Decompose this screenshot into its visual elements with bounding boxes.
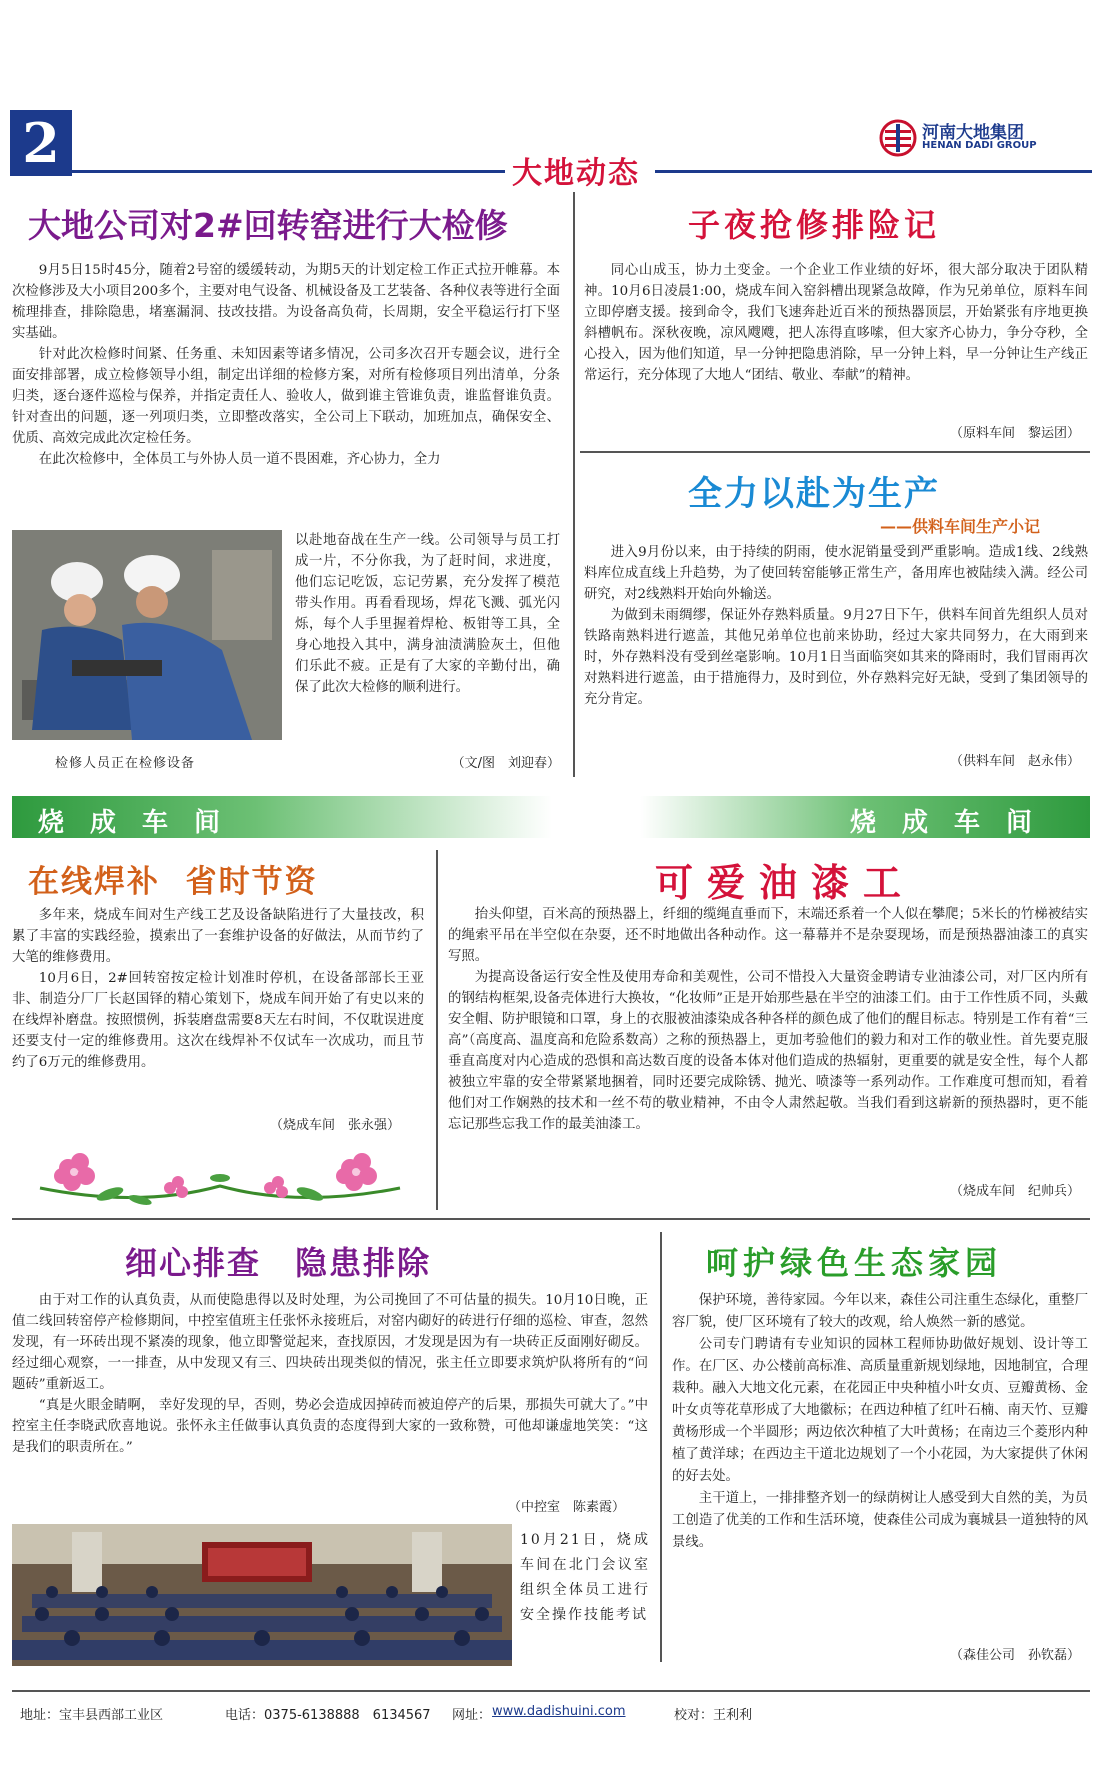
logo-mark-icon — [878, 118, 918, 158]
band-left — [12, 796, 552, 838]
article1-byline: （文/图 刘迎春） — [451, 756, 560, 771]
article1-paragraph-2: 针对此次检修时间紧、任务重、未知因素等诸多情况，公司多次召开专题会议，进行全面安排部署，成立检修领导小组，制定出详细的检修方案，对所有检修项目列出清单，分条归类，逐台逐件巡检与保养，并指定责任人、验收人，做到谁主管谁负责，谁监督谁负责。针对查出的问题，逐一列项归类，立即整改落实，全公司上下联动，加班加点，确保安全、优质、高效完成此次定检任务。 — [12, 347, 560, 446]
article6-byline: （中控室 陈素霞） — [507, 1500, 625, 1515]
article2-paragraph-1: 同心山成玉，协力土变金。一个企业工作业绩的好坏，很大部分取决于团队精神。10月6日凌晨1:00，烧成车间入窑斜槽出现紧急故障，作为兄弟单位，原料车间立即停磨支援。接到命令，我们飞速奔赴近百米的预热器顶层，开始紧张有序地更换斜槽帆布。深秋夜晚，凉风飕飕，把人冻得直哆嗦，但大家齐心协力，争分夺秒，全心投入，因为他们知道，早一分钟把隐患消除，早一分钟上料，早一分钟让生产线正常运行，充分体现了大地人“团结、敬业、奉献”的精神。 — [584, 263, 1088, 383]
article1-paragraph-3b: 以赴地奋战在生产一线。公司领导与员工打成一片，不分你我，为了赶时间，求进度，他们忘记吃饭，忘记劳累，充分发挥了模范带头作用。再看看现场，焊花飞溅、弧光闪烁，每个人手里握着焊枪、板钳等工具，全身心地投入其中，满身油渍满脸灰土，但他们乐此不疲。正是有了大家的辛勤付出，确保了此次大检修的顺利进行。 — [295, 533, 560, 695]
article6-paragraph-1: 由于对工作的认真负责，从而使隐患得以及时处理，为公司挽回了不可估量的损失。10月10日晚，正值二线回转窑停产检修期间，中控室值班主任张怀永接班后，对窑内砌好的砖进行仔细的巡检、审查，忽然发现，有一环砖出现不紧凑的现象，他立即警觉起来，查找原因，才发现是因为有一块砖正反面刚好砌反。经过细心观察，一一排查，从中发现又有三、四块砖出现类似的情况，张主任立即要求筑炉队将所有的“问题砖”重新返工。 — [12, 1293, 648, 1392]
maintenance-workers-image — [12, 530, 282, 740]
article1-title: 大地公司对2#回转窑进行大检修 — [28, 206, 508, 245]
article6-body — [12, 1290, 648, 1458]
article7-title: 呵护绿色生态家园 — [706, 1244, 1003, 1282]
band-right-label: 烧成车间 — [850, 808, 1059, 838]
article2-body — [584, 260, 1088, 386]
article7-byline: （森佳公司 孙钦磊） — [949, 1648, 1080, 1663]
column-divider-middle — [436, 850, 438, 1210]
article5-paragraph-2: 为提高设备运行安全性及使用寿命和美观性，公司不惜投入大量资金聘请专业油漆公司，对厂区内所有的钢结构框架,设备壳体进行大换妆，“化妆师”正是开始那些悬在半空的油漆工们。由于工作性质不同，头戴安全帽、防护眼镜和口罩，身上的衣服被油漆染成各种各样的颜色成了他们的醒目标志。特别是工作有着“三高”（高度高、温度高和危险系数高）之称的预热器上，更加考验他们的毅力和对工作的敬业性。首先要克服垂直高度对内心造成的恐惧和高达数百度的设备本体对他们造成的热辐射，更重要的就是安全性，每个人都被独立牢靠的安全带紧紧地捆着，同时还要完成除锈、抛光、喷漆等一系列动作。工作难度可想而知，看着他们对工作娴熟的技术和一丝不苟的敬业精神，不由令人肃然起敬。当我们看到这崭新的预热器时，更不能忘记那些忘我工作的最美油漆工。 — [448, 970, 1088, 1132]
article3-title: 全力以赴为生产 — [688, 474, 940, 514]
article3-paragraph-1: 进入9月份以来，由于持续的阴雨，使水泥销量受到严重影响。造成1线、2线熟料库位成直线上升趋势，为了使回转窑能够正常生产，备用库也被陆续入满。经公司研究，对2线熟料开始向外输送。 — [584, 545, 1088, 602]
article7-body — [672, 1290, 1088, 1554]
article1-body-right — [295, 530, 560, 698]
article7-paragraph-3: 主干道上，一排排整齐划一的绿荫树让人感受到大自然的美，为员工创造了优美的工作和生活环境，使森佳公司成为襄城县一道独特的风景线。 — [672, 1491, 1088, 1550]
flower-decoration-icon — [20, 1138, 420, 1218]
footer-phone: 电话：0375-6138888 6134567 — [225, 1708, 431, 1723]
article4-paragraph-1: 多年来，烧成车间对生产线工艺及设备缺陷进行了大量技改，积累了丰富的实践经验，摸索出了一套维护设备的好做法，从而节约了大笔的维修费用。 — [12, 908, 424, 965]
page-number: 2 — [22, 111, 60, 175]
article1-paragraph-1: 9月5日15时45分，随着2号窑的缓缓转动，为期5天的计划定检工作正式拉开帷幕。本次检修涉及大小项目200多个，主要对电气设备、机械设备及工艺装备、各种仪表等进行全面梳理排查，排除隐患，堵塞漏洞、技改技措。为设备高负荷，长周期，安全平稳运行打下坚实基础。 — [12, 263, 560, 341]
column-divider-top — [573, 192, 575, 777]
article2-title: 子夜抢修排险记 — [688, 206, 941, 244]
logo-text-cn: 河南大地集团 — [922, 123, 1024, 143]
footer-web-label: 网址： — [452, 1708, 492, 1723]
article5-body — [448, 904, 1088, 1135]
article6-caption: 10月21日，烧成车间在北门会议室组织全体员工进行安全操作技能考试 — [520, 1532, 650, 1623]
band-right — [640, 796, 1090, 838]
article4-title: 在线焊补 省时节资 — [28, 864, 318, 900]
article3-byline: （供料车间 赵永伟） — [949, 754, 1080, 769]
article6-paragraph-2: “真是火眼金睛啊， 幸好发现的早，否则，势必会造成因掉砖而被迫停产的后果，那损失可就大了。”中控室主任李晓武欣喜地说。张怀永主任做事认真负责的态度得到大家的一致称赞，可他却谦虚地笑笑：“这是我们的职责所在。” — [12, 1398, 648, 1455]
article4-body — [12, 905, 424, 1073]
article5-paragraph-1: 抬头仰望，百米高的预热器上，纤细的缆绳直垂而下，末端还系着一个人似在攀爬；5米长的竹梯被结实的绳索平吊在半空似在杂耍，还不时地做出各种动作。这一幕幕并不是杂耍现场，而是预热器油漆工的真实写照。 — [448, 907, 1088, 964]
article2-byline: （原料车间 黎运团） — [949, 426, 1080, 441]
middle-bottom-divider — [12, 1218, 1090, 1220]
page-number-box — [10, 110, 72, 176]
article3-subtitle: ——供料车间生产小记 — [880, 517, 1041, 536]
article3-body — [584, 542, 1088, 710]
article1-body — [12, 260, 560, 470]
article4-paragraph-2: 10月6日，2#回转窑按定检计划准时停机，在设备部部长王亚非、制造分厂厂长赵国铎的精心策划下，烧成车间开始了有史以来的在线焊补磨盘。按照惯例，拆装磨盘需要8天左右时间，不仅耽误进度还要支付一定的维修费用。这次在线焊补不仅试车一次成功，而且节约了6万元的维修费用。 — [12, 971, 424, 1070]
section-title: 大地动态 — [512, 156, 640, 191]
column-divider-bottom — [660, 1232, 662, 1662]
band-left-label: 烧成车间 — [38, 808, 247, 838]
footer-rule — [12, 1690, 1090, 1692]
article6-photo — [12, 1524, 512, 1666]
article7-paragraph-2: 公司专门聘请有专业知识的园林工程师协助做好规划、设计等工作。在厂区、办公楼前高标准、高质量重新规划绿地，因地制宜，合理栽种。融入大地文化元素，在花园正中央种植小叶女贞、豆瓣黄杨、金叶女贞等花草形成了大地徽标；在西边种植了红叶石楠、南天竹、豆瓣黄杨形成一个半圆形；两边依次种植了大叶黄杨；在南边三个菱形内种植了黄洋球；在西边主干道北边规划了一个小花园，为大家提供了休闲的好去处。 — [672, 1337, 1088, 1484]
meeting-room-exam-image — [12, 1524, 512, 1666]
article5-title: 可爱油漆工 — [655, 861, 916, 905]
article6-title: 细心排查 隐患排除 — [125, 1244, 432, 1282]
footer — [20, 1704, 1090, 1728]
article3-paragraph-2: 为做到未雨绸缪，保证外存熟料质量。9月27日下午，供料车间首先组织人员对铁路南熟料进行遮盖，其他兄弟单位也前来协助，经过大家共同努力，在大雨到来时，外存熟料没有受到丝毫影响。10月1日当面临突如其来的降雨时，我们冒雨再次对熟料进行遮盖，由于措施得力，及时到位，外存熟料完好无缺，受到了集团领导的充分肯定。 — [584, 608, 1088, 707]
article7-paragraph-1: 保护环境，善待家园。今年以来，森佳公司注重生态绿化，重整厂容厂貌，使厂区环境有了较大的改观，给人焕然一新的感觉。 — [672, 1293, 1088, 1330]
article1-paragraph-3a: 在此次检修中，全体员工与外协人员一道不畏困难，齐心协力，全力 — [38, 452, 441, 467]
flower-decoration — [20, 1138, 420, 1218]
article1-photo — [12, 530, 282, 740]
footer-address: 地址：宝丰县西部工业区 — [20, 1708, 164, 1723]
logo-text-en: HENAN DADI GROUP — [922, 140, 1037, 151]
article2-divider — [580, 451, 1090, 453]
footer-web-link[interactable]: www.dadishuini.com — [492, 1704, 626, 1719]
article1-caption: 检修人员正在检修设备 — [55, 756, 196, 771]
article5-byline: （烧成车间 纪帅兵） — [949, 1184, 1080, 1199]
company-logo — [878, 118, 1088, 158]
article4-byline: （烧成车间 张永强） — [269, 1118, 400, 1133]
footer-proofreader: 校对：王利利 — [674, 1708, 753, 1723]
